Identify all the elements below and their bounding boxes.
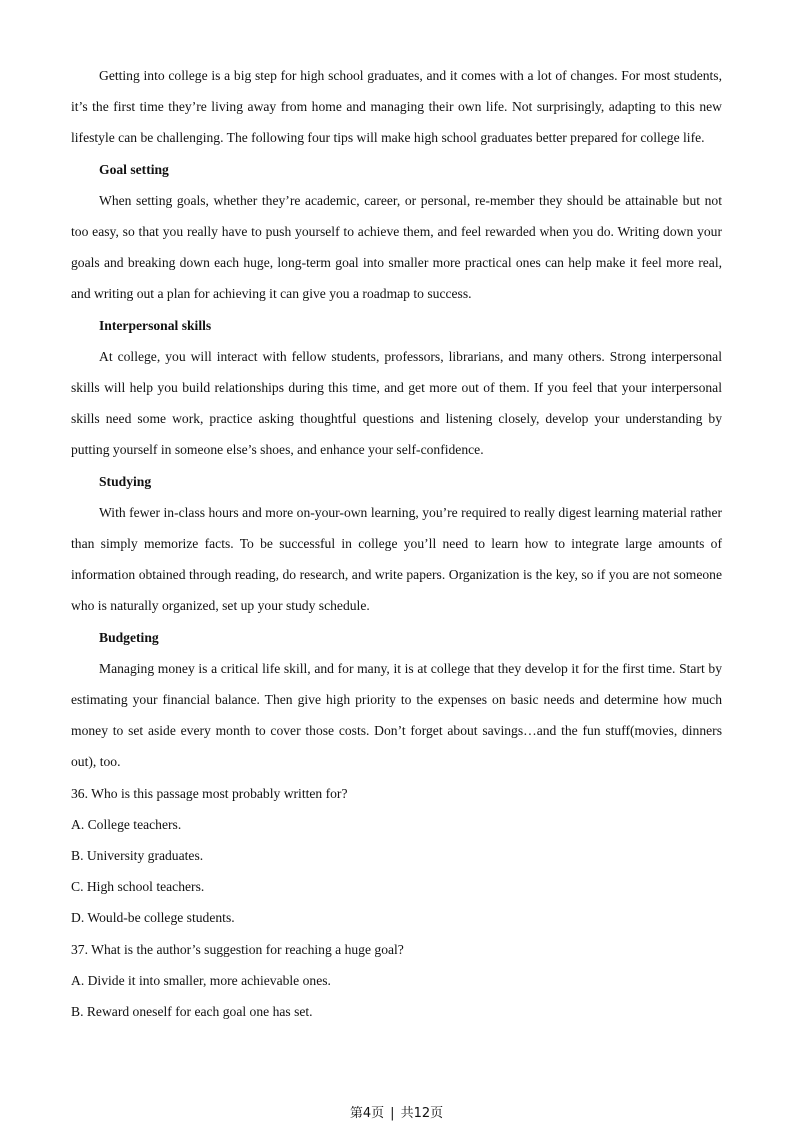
question-36-option-c: C. High school teachers.	[71, 879, 205, 895]
question-36-stem: 36. Who is this passage most probably written for?	[71, 785, 348, 801]
document-page	[71, 60, 722, 1027]
section-body-budgeting: Managing money is a critical life skill, and for many, it is at college that they develop it for the first time. Start by estimating your financial balance. Then give high priority to the expenses on basic needs and determine how much money to set aside every month to cover those costs. Don’t forget about savings…and the fun stuff(movies, dinners out), too.	[71, 660, 722, 770]
footer-separator: |	[390, 1106, 395, 1121]
question-36-option-b: B. University graduates.	[71, 848, 204, 864]
page-total: 共12页	[400, 1106, 444, 1121]
question-36-option-d: D. Would-be college students.	[71, 910, 235, 926]
question-37-option-a: A. Divide it into smaller, more achievable ones.	[71, 972, 331, 988]
section-heading-budgeting: Budgeting	[99, 629, 159, 645]
section-heading-studying: Studying	[99, 473, 152, 489]
question-36-option-a: A. College teachers.	[71, 816, 182, 832]
section-heading-interpersonal-skills: Interpersonal skills	[99, 317, 212, 333]
section-body-goal-setting: When setting goals, whether they’re academic, career, or personal, re-member they should be attainable but not too easy, so that you really have to push yourself to achieve them, and feel rewarded when you do. Writing down your goals and breaking down each huge, long-term goal into smaller more practical ones can help make it feel more real, and writing out a plan for achieving it can give you a roadmap to success.	[71, 192, 722, 302]
page-number: 第4页	[349, 1106, 385, 1121]
section-heading-goal-setting: Goal setting	[99, 161, 169, 177]
intro-paragraph: Getting into college is a big step for high school graduates, and it comes with a lot of changes. For most students, it’s the first time they’re living away from home and managing their own life. Not surprisingly, adapting to this new lifestyle can be challenging. The following four tips will make high school graduates better prepared for college life.	[71, 68, 722, 146]
question-37-option-b: B. Reward oneself for each goal one has set.	[71, 1004, 313, 1020]
section-body-interpersonal-skills: At college, you will interact with fellow students, professors, librarians, and many others. Strong interpersonal skills will help you build relationships during this time, and get more out of them. If you feel that your interpersonal skills need some work, practice asking thoughtful questions and listening closely, develop your understanding by putting yourself in someone else’s shoes, and enhance your self-confidence.	[71, 348, 722, 458]
section-body-studying: With fewer in-class hours and more on-your-own learning, you’re required to really digest learning material rather than simply memorize facts. To be successful in college you’ll need to learn how to integrate large amounts of information obtained through reading, do research, and write papers. Organization is the key, so if you are not someone who is naturally organized, set up your study schedule.	[71, 504, 722, 614]
question-37-stem: 37. What is the author’s suggestion for reaching a huge goal?	[71, 941, 404, 957]
page-footer	[0, 1102, 793, 1121]
